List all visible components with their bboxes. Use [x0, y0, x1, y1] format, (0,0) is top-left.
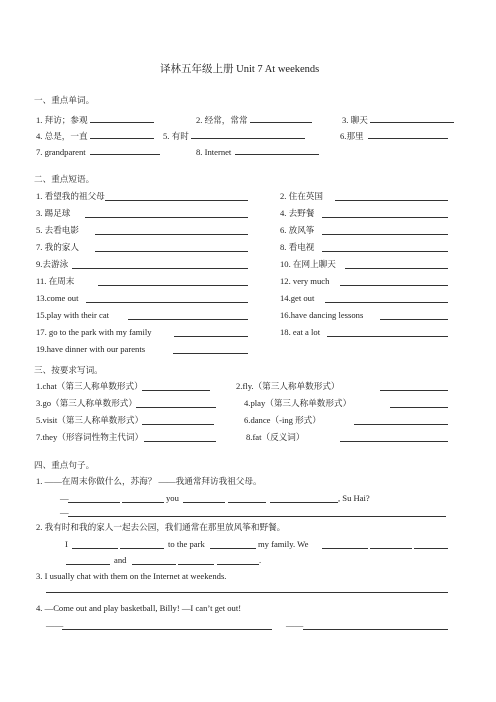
answer-line[interactable]	[380, 319, 448, 320]
write-item-7: 7.they（形容词性物主代词）	[36, 432, 144, 442]
answer-line[interactable]	[340, 441, 448, 442]
answer-line[interactable]	[136, 407, 216, 408]
answer-line[interactable]	[144, 441, 216, 442]
answer-line[interactable]	[322, 251, 448, 252]
answer-line[interactable]	[322, 217, 448, 218]
page-title: 译林五年级上册 Unit 7 At weekends	[160, 64, 320, 75]
write-item-1: 1.chat（第三人称单数形式）	[36, 381, 143, 391]
sentence-3: 3. I usually chat with them on the Internet at weekends.	[36, 571, 227, 581]
phrase-item-18: 18. eat a lot	[280, 327, 321, 337]
phrase-item-13: 13.come out	[36, 293, 79, 303]
section4-heading: 四、重点句子。	[34, 460, 95, 470]
answer-blank[interactable]	[191, 130, 305, 139]
word-item-3: 3. 聊天	[342, 114, 454, 126]
phrase-item-7: 7. 我的家人	[36, 242, 79, 252]
answer-line[interactable]	[62, 629, 272, 630]
phrase-item-5: 5. 去看电影	[36, 225, 79, 235]
answer-line[interactable]	[340, 285, 448, 286]
sentence-4-dash-b: ——	[286, 620, 304, 630]
answer-line[interactable]	[120, 548, 164, 549]
section1-heading: 一、重点单词。	[34, 95, 95, 105]
answer-line[interactable]	[178, 564, 214, 565]
sentence-1: 1. ——在周末你做什么，苏海？ ——我通常拜访我祖父母。	[36, 476, 262, 486]
answer-line[interactable]	[132, 564, 176, 565]
sentence-1b-dash: —	[60, 507, 69, 517]
answer-line[interactable]	[72, 548, 118, 549]
answer-blank[interactable]	[90, 114, 154, 123]
answer-line[interactable]	[95, 251, 248, 252]
answer-line[interactable]	[173, 353, 248, 354]
phrase-item-6: 6. 放风筝	[280, 225, 315, 235]
phrase-item-2: 2. 住在英国	[280, 191, 323, 201]
sentence-2-and: and	[114, 555, 127, 565]
answer-line[interactable]	[390, 407, 448, 408]
phrase-item-15: 15.play with their cat	[36, 310, 110, 320]
word-item-1: 1. 拜访；参观	[36, 114, 154, 126]
answer-line[interactable]	[142, 390, 210, 391]
sentence-4-dash-a: ——	[46, 620, 64, 630]
answer-line[interactable]	[345, 268, 448, 269]
answer-line[interactable]	[85, 217, 248, 218]
word-item-4: 4. 总是，一直	[36, 130, 154, 142]
answer-line[interactable]	[228, 502, 266, 503]
phrase-item-16: 16.have dancing lessons	[280, 310, 364, 320]
phrase-item-19: 19.have dinner with our parents	[36, 344, 146, 354]
answer-line[interactable]	[66, 564, 110, 565]
sentence-2-family: my family. We	[258, 539, 309, 549]
answer-line[interactable]	[46, 592, 448, 593]
word-item-5: 5. 有时	[163, 130, 305, 142]
answer-line[interactable]	[335, 200, 448, 201]
sentence-2-i: I	[65, 539, 68, 549]
answer-blank[interactable]	[90, 146, 160, 155]
answer-line[interactable]	[86, 302, 248, 303]
write-item-4: 4.play（第三人称单数形式）	[244, 398, 352, 408]
sentence-4: 4. —Come out and play basketball, Billy! —I can’t get out!	[36, 603, 242, 613]
sentence-1-dash: —	[60, 493, 69, 503]
answer-line[interactable]	[217, 564, 259, 565]
answer-blank[interactable]	[368, 130, 448, 139]
sentence-2-mid: to the park	[168, 539, 205, 549]
word-item-6: 6.那里	[340, 130, 448, 142]
answer-line[interactable]	[354, 424, 448, 425]
word-item-8: 8. Internet	[196, 146, 319, 158]
sentence-1-you: you	[166, 493, 179, 503]
section3-heading: 三、按要求写词。	[34, 365, 103, 375]
answer-line[interactable]	[68, 516, 446, 517]
answer-line[interactable]	[98, 285, 248, 286]
answer-line[interactable]	[68, 502, 120, 503]
answer-line[interactable]	[270, 502, 338, 503]
answer-line[interactable]	[122, 502, 164, 503]
answer-line[interactable]	[128, 319, 248, 320]
answer-blank[interactable]	[90, 130, 154, 139]
phrase-item-9: 9.去游泳	[36, 259, 69, 269]
phrase-item-1: 1. 看望我的祖父母	[36, 191, 105, 201]
answer-line[interactable]	[183, 502, 225, 503]
answer-line[interactable]	[327, 336, 448, 337]
answer-line[interactable]	[370, 548, 412, 549]
answer-line[interactable]	[303, 629, 448, 630]
answer-line[interactable]	[322, 234, 448, 235]
answer-blank[interactable]	[235, 146, 319, 155]
section2-heading: 二、重点短语。	[34, 174, 95, 184]
write-item-3: 3.go（第三人称单数形式）	[36, 398, 137, 408]
answer-line[interactable]	[322, 548, 368, 549]
answer-line[interactable]	[325, 302, 448, 303]
word-item-2: 2. 经常，常常	[196, 114, 312, 126]
answer-line[interactable]	[105, 200, 248, 201]
answer-line[interactable]	[142, 424, 214, 425]
answer-blank[interactable]	[370, 114, 454, 123]
sentence-2-end: .	[259, 555, 262, 565]
write-item-8: 8.fat（反义词）	[246, 432, 305, 442]
sentence-1-end: , Su Hai?	[338, 493, 370, 503]
phrase-item-10: 10. 在网上聊天	[280, 259, 336, 269]
phrase-item-12: 12. very much	[280, 276, 330, 286]
answer-line[interactable]	[95, 234, 248, 235]
answer-line[interactable]	[210, 548, 256, 549]
sentence-2: 2. 我有时和我的家人一起去公园，我们通常在那里放风筝和野餐。	[36, 522, 286, 532]
write-item-6: 6.dance（-ing 形式）	[244, 415, 321, 425]
phrase-item-17: 17. go to the park with my family	[36, 327, 152, 337]
answer-line[interactable]	[174, 336, 248, 337]
answer-line[interactable]	[72, 268, 248, 269]
phrase-item-4: 4. 去野餐	[280, 208, 315, 218]
phrase-item-14: 14.get out	[280, 293, 315, 303]
phrase-item-11: 11. 在周末	[36, 276, 75, 286]
write-item-2: 2.fly.（第三人称单数形式）	[236, 381, 340, 391]
phrase-item-8: 8. 看电视	[280, 242, 315, 252]
answer-blank[interactable]	[250, 114, 312, 123]
answer-line[interactable]	[380, 390, 448, 391]
write-item-5: 5.visit（第三人称单数形式）	[36, 415, 144, 425]
phrase-item-3: 3. 踢足球	[36, 208, 71, 218]
word-item-7: 7. grandparent	[36, 146, 160, 158]
answer-line[interactable]	[414, 548, 448, 549]
